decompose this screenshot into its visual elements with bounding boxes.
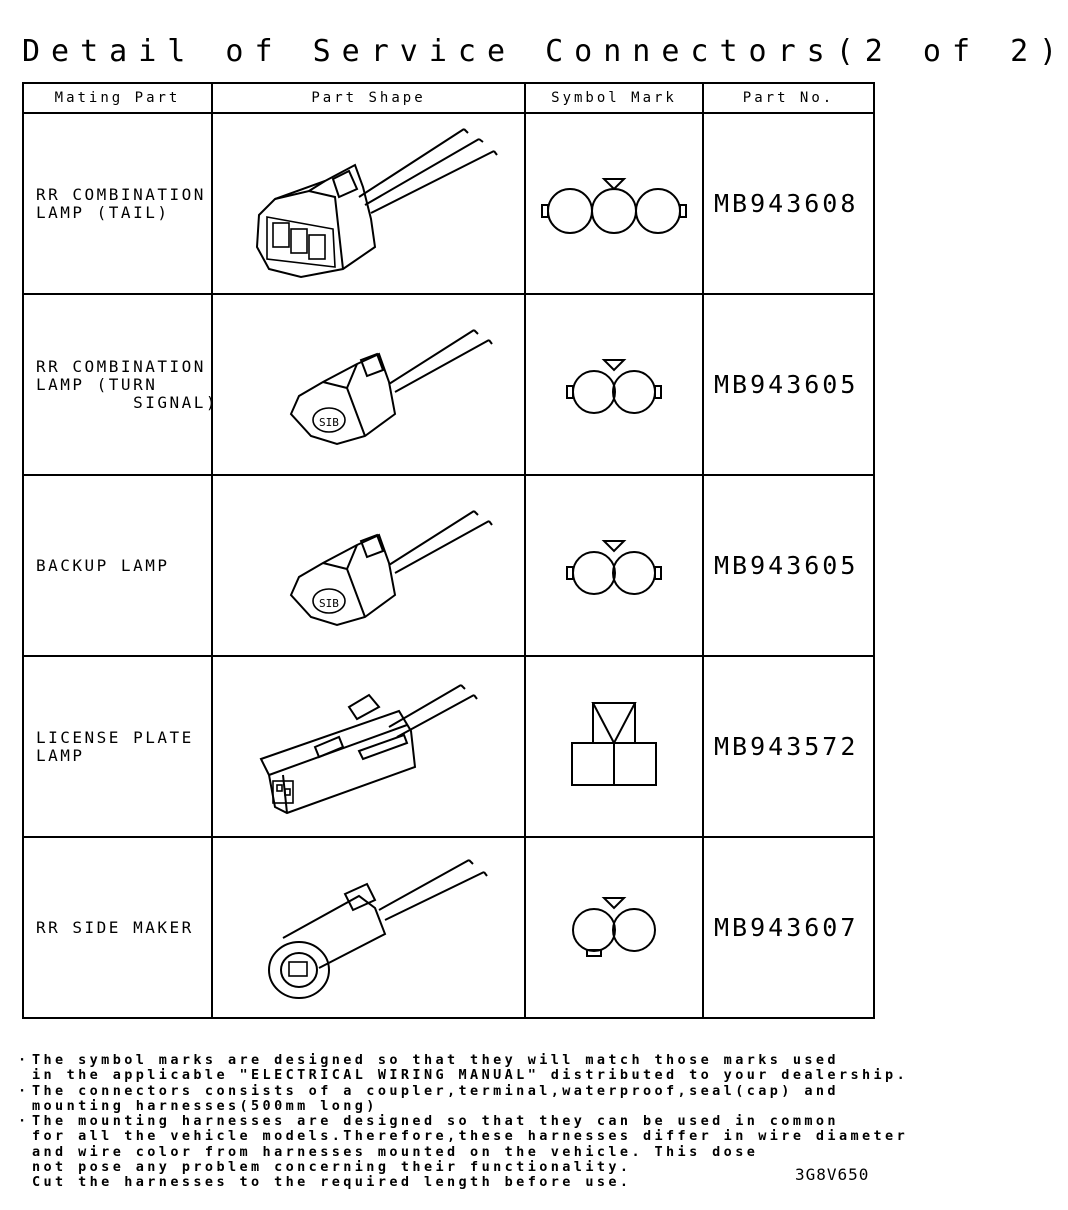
note-item [18, 1053, 918, 1084]
2-pin-connector-illustration [239, 310, 499, 460]
part-shape-cell [212, 475, 525, 656]
note-line: The mounting harnesses are designed so that they can be used in common [32, 1113, 839, 1130]
mating-part-cell [23, 113, 212, 294]
table-row [23, 475, 874, 656]
mating-part-line: RR SIDE MAKER [36, 917, 194, 937]
mating-part-line: LAMP (TURN [36, 374, 158, 394]
table-row [23, 113, 874, 294]
mating-part-line: SIGNAL) [36, 392, 218, 412]
svg-text:SIB: SIB [318, 596, 339, 610]
part-number: MB943607 [703, 837, 874, 1018]
part-number: MB943605 [703, 475, 874, 656]
round-connector-illustration [239, 848, 499, 1008]
3-pin-connector-illustration [239, 119, 499, 289]
notes-section [18, 1053, 918, 1191]
part-number: MB943605 [703, 294, 874, 475]
note-line: The symbol marks are designed so that they will match those marks used [32, 1052, 839, 1068]
2-pin-square-symbol [564, 697, 664, 797]
note-line: for all the vehicle models.Therefore,these harnesses differ in wire diameter [32, 1128, 909, 1145]
table-header-row [23, 83, 874, 113]
table-row [23, 294, 874, 475]
note-line: in the applicable "ELECTRICAL WIRING MANUAL" distributed to your dealership. [32, 1067, 909, 1084]
note-bullet: · [18, 1113, 30, 1130]
symbol-mark-cell [525, 656, 703, 837]
3-pin-round-symbol [539, 169, 689, 239]
note-line: The connectors consists of a coupler,terminal,waterproof,seal(cap) and [32, 1082, 839, 1099]
column-header-mating-part: Mating Part [23, 83, 212, 113]
2-pin-connector-illustration [239, 491, 499, 641]
column-header-part-shape: Part Shape [212, 83, 525, 113]
mating-part-line: LICENSE PLATE [36, 727, 194, 747]
mating-part-cell [23, 656, 212, 837]
part-number: MB943608 [703, 113, 874, 294]
mating-part-line: RR COMBINATION [36, 184, 206, 204]
table-row [23, 837, 874, 1018]
part-shape-cell [212, 294, 525, 475]
part-number: MB943572 [703, 656, 874, 837]
2-pin-round-tab-symbol [559, 888, 669, 968]
note-line: not pose any problem concerning their functionality. [32, 1159, 632, 1176]
mating-part-line: RR COMBINATION [36, 356, 206, 376]
column-header-symbol-mark: Symbol Mark [525, 83, 703, 113]
note-bullet: · [18, 1082, 30, 1099]
part-shape-cell [212, 837, 525, 1018]
symbol-mark-cell [525, 475, 703, 656]
note-line: Cut the harnesses to the required length before use. [32, 1174, 632, 1191]
mating-part-line: LAMP [36, 745, 85, 765]
document-code: 3G8V650 [795, 1165, 870, 1184]
mating-part-cell [23, 294, 218, 475]
column-header-part-no: Part No. [703, 83, 874, 113]
note-item [18, 1114, 918, 1190]
note-bullet: · [18, 1052, 30, 1068]
mating-part-line: LAMP (TAIL) [36, 202, 170, 222]
note-line: mounting harnesses(500mm long) [32, 1097, 378, 1114]
symbol-mark-cell [525, 294, 703, 475]
part-shape-cell [212, 113, 525, 294]
mating-part-cell [23, 837, 212, 1018]
symbol-mark-cell [525, 837, 703, 1018]
symbol-mark-cell [525, 113, 703, 294]
svg-text:SIB: SIB [318, 415, 339, 429]
note-line: and wire color from harnesses mounted on the vehicle. This dose [32, 1143, 759, 1160]
table-row [23, 656, 874, 837]
connector-table [22, 82, 875, 1019]
2-pin-round-symbol [559, 350, 669, 420]
part-shape-cell [212, 656, 525, 837]
note-item [18, 1084, 918, 1115]
2-pin-round-symbol [559, 531, 669, 601]
page-title: Detail of Service Connectors(2 of 2) [22, 34, 1068, 69]
mating-part-line: BACKUP LAMP [36, 555, 170, 575]
mating-part-cell [23, 475, 212, 656]
flat-connector-illustration [239, 667, 499, 827]
